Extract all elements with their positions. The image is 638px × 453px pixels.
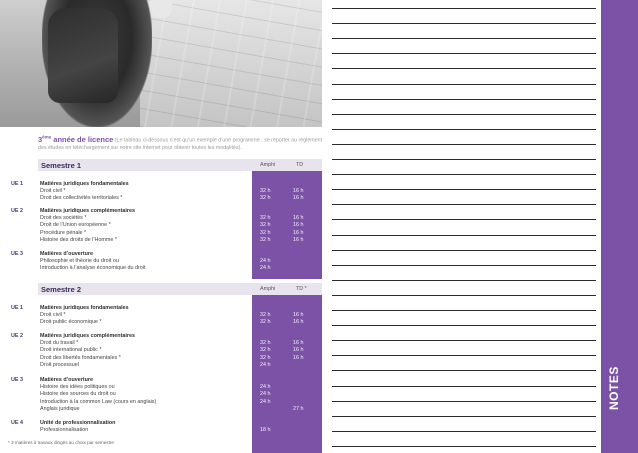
semester2-course: Droit du travail *: [40, 340, 79, 347]
semester1-amphi-hours: 32 h: [260, 215, 271, 222]
semester2-category: Matières juridiques complémentaires: [40, 333, 135, 339]
semester2-amphi-hours: 32 h: [260, 354, 271, 361]
semester1-td-hours: 16 h: [293, 236, 304, 243]
semester1-ue-label: UE 1: [11, 181, 23, 187]
semester1-col-amphi: Amphi: [260, 162, 276, 168]
note-line: [332, 204, 596, 205]
semester2-td-hours: 16 h: [293, 354, 304, 361]
semester2-amphi-hours: 18 h: [260, 427, 271, 434]
semester2-amphi-hours: 24 h: [260, 384, 271, 391]
note-line: [332, 370, 596, 371]
semester2-category: Matières d’ouverture: [40, 377, 94, 383]
note-line: [332, 189, 596, 190]
semester1-ue-label: UE 3: [11, 251, 23, 257]
semester2-course: Anglais juridique: [40, 405, 80, 412]
semester1-td-hours: 16 h: [293, 188, 304, 195]
note-line: [332, 340, 596, 341]
semester1-category: Matières juridiques fondamentales: [40, 181, 129, 187]
note-line: [332, 250, 596, 251]
note-line: [332, 431, 596, 432]
semester1-course: Histoire des droits de l’Homme *: [40, 236, 117, 243]
semester1-course: Droit civil *: [40, 188, 66, 195]
note-line: [332, 416, 596, 417]
semester2-td-hours: 16 h: [293, 312, 304, 319]
note-line: [332, 159, 596, 160]
note-line: [332, 53, 596, 54]
header-photo: [0, 0, 322, 127]
semester2-amphi-hours: 32 h: [260, 319, 271, 326]
intro-text: [38, 133, 330, 152]
semester2-course: Droit processuel: [40, 361, 79, 368]
semester2-col-amphi: Amphi: [260, 286, 276, 292]
note-line: [332, 325, 596, 326]
note-line: [332, 235, 596, 236]
semester2-td-hours: 16 h: [293, 340, 304, 347]
semester1-amphi-hours: 32 h: [260, 195, 271, 202]
backpack: [48, 8, 118, 103]
note-line: [332, 84, 596, 85]
passerby-legs: [150, 0, 172, 18]
note-line: [332, 23, 596, 24]
semester2-ue-label: UE 3: [11, 377, 23, 383]
semester1-td-hours: 16 h: [293, 222, 304, 229]
semester2-course: Droit des libertés fondamentales *: [40, 354, 121, 361]
semester2-amphi-hours: 24 h: [260, 361, 271, 368]
note-line: [332, 386, 596, 387]
semester2-course: Droit public économique *: [40, 319, 102, 326]
semester2-category: Matières juridiques fondamentales: [40, 305, 129, 311]
note-line: [332, 265, 596, 266]
semester1-amphi-hours: 32 h: [260, 229, 271, 236]
semester1-amphi-hours: 32 h: [260, 236, 271, 243]
note-line: [332, 8, 596, 9]
semester2-amphi-hours: 32 h: [260, 312, 271, 319]
semester1-course: Philosophie et théorie du droit ou: [40, 258, 119, 265]
semester1-course: Droit de l’Union européenne *: [40, 222, 111, 229]
semester2-course: Histoire des idées politiques ou: [40, 384, 115, 391]
note-line: [332, 219, 596, 220]
semester1-col-td: TD: [296, 162, 304, 168]
note-line: [332, 38, 596, 39]
notes-label: NOTES: [607, 366, 621, 410]
semester1-category: Matières juridiques complémentaires: [40, 208, 135, 214]
note-line: [332, 295, 596, 296]
note-line: [332, 401, 596, 402]
note-line: [332, 446, 596, 447]
semester2-title: Semestre 2: [41, 285, 82, 294]
note-line: [332, 99, 596, 100]
semester2-ue-label: UE 1: [11, 305, 23, 311]
semester1-course: Droit des collectivités territoriales *: [40, 195, 123, 202]
semester2-course: Histoire des sources du droit ou: [40, 391, 116, 398]
semester2-course: Droit international public *: [40, 347, 102, 354]
semester1-category: Matières d’ouverture: [40, 251, 94, 257]
semester2-col-td: TD *: [296, 286, 307, 292]
footnote: * 3 matières à travaux dirigés au choix par semestre: [8, 440, 114, 445]
semester2-course: Introduction à la common Law (cours en anglais): [40, 398, 157, 405]
note-line: [332, 174, 596, 175]
semester1-td-hours: 16 h: [293, 215, 304, 222]
intro-note: (Le tableau ci-dessous n’est qu’un exemple d’une programme : se reporter au règlement des études en téléchargement sur notre site internet pour obtenir toutes les modalités).: [38, 137, 323, 151]
semester2-td-hours: 16 h: [293, 347, 304, 354]
semester1-title: Semestre 1: [41, 161, 82, 170]
pavement-texture: [140, 0, 322, 127]
note-line: [332, 68, 596, 69]
semester1-td-hours: 16 h: [293, 229, 304, 236]
semester1-amphi-hours: 24 h: [260, 265, 271, 272]
year-heading: 3ème année de licence: [38, 134, 114, 144]
note-line: [332, 355, 596, 356]
semester1-course: Procédure pénale *: [40, 229, 87, 236]
note-line: [332, 114, 596, 115]
semester2-amphi-hours: 32 h: [260, 347, 271, 354]
semester1-td-hours: 16 h: [293, 195, 304, 202]
note-line: [332, 144, 596, 145]
semester1-ue-label: UE 2: [11, 208, 23, 214]
semester2-amphi-hours: 32 h: [260, 340, 271, 347]
semester2-course: Professionnalisation: [40, 427, 89, 434]
semester2-ue-label: UE 4: [11, 420, 23, 426]
semester1-course: Droit des sociétés *: [40, 215, 87, 222]
note-line: [332, 310, 596, 311]
semester1-course: Introduction à l’analyse économique du droit: [40, 265, 146, 272]
semester2-ue-label: UE 2: [11, 333, 23, 339]
note-line: [332, 280, 596, 281]
notes-lines: [332, 0, 596, 453]
semester2-td-hours: 16 h: [293, 319, 304, 326]
semester2-category: Unité de professionnalisation: [40, 420, 116, 426]
semester1-amphi-hours: 32 h: [260, 222, 271, 229]
semester2-amphi-hours: 24 h: [260, 398, 271, 405]
semester1-amphi-hours: 24 h: [260, 258, 271, 265]
semester2-amphi-hours: 24 h: [260, 391, 271, 398]
semester2-course: Droit civil *: [40, 312, 66, 319]
note-line: [332, 129, 596, 130]
semester2-td-hours: 27 h: [293, 405, 304, 412]
semester1-amphi-hours: 32 h: [260, 188, 271, 195]
